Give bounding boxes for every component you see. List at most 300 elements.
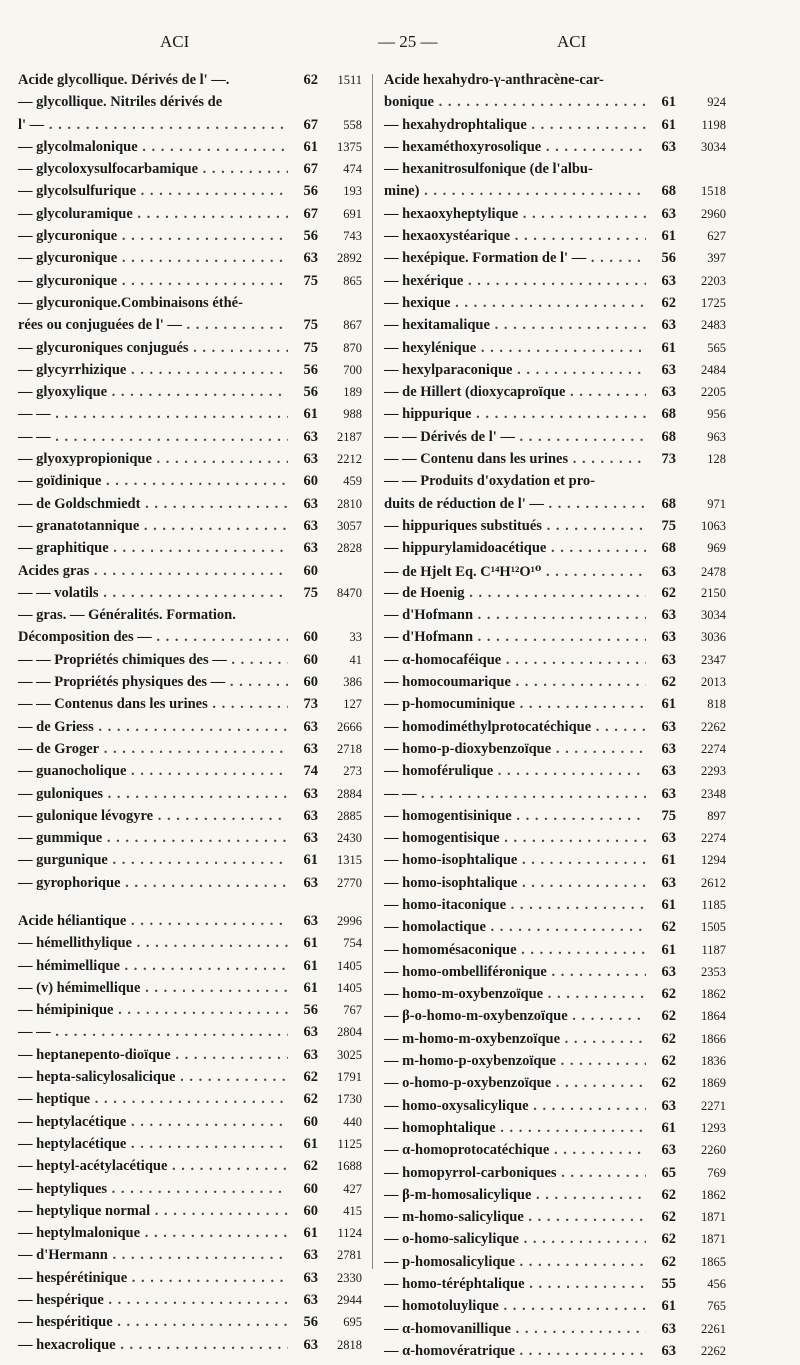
entry-page: 1791 bbox=[337, 1070, 362, 1085]
entry-page: 765 bbox=[707, 1299, 726, 1314]
entry-page: 691 bbox=[343, 206, 362, 221]
entry-term: — glycollique. Nitriles dérivés de bbox=[18, 94, 223, 111]
index-entry bbox=[18, 451, 362, 473]
entry-term: — homo-isophtalique . . . bbox=[384, 852, 646, 869]
index-entry bbox=[384, 94, 726, 116]
index-entry bbox=[384, 897, 726, 919]
index-entry bbox=[18, 741, 362, 763]
entry-term: — goïdinique . . . bbox=[18, 473, 288, 490]
entry-page: 1375 bbox=[337, 139, 362, 154]
entry-page: 627 bbox=[707, 229, 726, 244]
entry-volume: 63 bbox=[303, 250, 318, 267]
entry-volume: 63 bbox=[661, 607, 676, 624]
entry-page: 2348 bbox=[701, 786, 726, 801]
entry-term: — gummique . . . bbox=[18, 830, 288, 847]
entry-term: Acides gras . . . bbox=[18, 563, 288, 580]
index-entry bbox=[18, 94, 362, 116]
index-entry bbox=[18, 629, 362, 651]
entry-page: 1185 bbox=[701, 897, 726, 912]
entry-page: 3057 bbox=[337, 518, 362, 533]
entry-volume: 56 bbox=[303, 183, 318, 200]
entry-term: — hexylparaconique . . . bbox=[384, 362, 646, 379]
entry-volume: 56 bbox=[303, 228, 318, 245]
index-entry bbox=[384, 919, 726, 941]
entry-page: 2261 bbox=[701, 1321, 726, 1336]
index-entry bbox=[18, 496, 362, 518]
entry-term: — glycolmalonique . . . bbox=[18, 139, 288, 156]
index-entry bbox=[18, 674, 362, 696]
entry-page: 956 bbox=[707, 407, 726, 422]
index-entry bbox=[18, 830, 362, 852]
index-entry bbox=[384, 1008, 726, 1030]
entry-page: 988 bbox=[343, 407, 362, 422]
index-entry bbox=[18, 139, 362, 161]
entry-volume: 63 bbox=[661, 272, 676, 289]
index-entry bbox=[18, 1069, 362, 1091]
entry-volume: 68 bbox=[661, 540, 676, 557]
entry-term: — de Hjelt Eq. C¹⁴H¹²O¹⁰ . . . bbox=[384, 563, 646, 581]
entry-page: 2013 bbox=[701, 675, 726, 690]
entry-term: l' — . . . bbox=[18, 117, 288, 134]
entry-term: — — . . . bbox=[18, 429, 288, 446]
entry-volume: 62 bbox=[303, 1091, 318, 1108]
entry-page: 870 bbox=[343, 340, 362, 355]
entry-volume: 63 bbox=[661, 651, 676, 668]
entry-page: 2150 bbox=[701, 585, 726, 600]
entry-page: 1871 bbox=[701, 1210, 726, 1225]
entry-volume: 61 bbox=[303, 852, 318, 869]
entry-page: 1866 bbox=[701, 1031, 726, 1046]
entry-term: — β-m-homosalicylique . . . bbox=[384, 1187, 646, 1204]
index-entry bbox=[18, 406, 362, 428]
entry-page: 1865 bbox=[701, 1254, 726, 1269]
entry-term: — homogentisique . . . bbox=[384, 830, 646, 847]
entry-page: 1187 bbox=[701, 942, 726, 957]
index-entry bbox=[384, 696, 726, 718]
entry-volume: 60 bbox=[303, 1113, 318, 1130]
entry-page: 3034 bbox=[701, 139, 726, 154]
index-entry bbox=[384, 362, 726, 384]
entry-term: — hippurylamidoacétique . . . bbox=[384, 540, 646, 557]
entry-term: — hexitamalique . . . bbox=[384, 317, 646, 334]
index-entry bbox=[18, 1314, 362, 1336]
index-entry bbox=[384, 72, 726, 94]
entry-page: 2781 bbox=[337, 1248, 362, 1263]
entry-volume: 63 bbox=[303, 912, 318, 929]
entry-page: 924 bbox=[707, 95, 726, 110]
index-entry bbox=[18, 563, 362, 585]
entry-page: 1063 bbox=[701, 518, 726, 533]
entry-term: — — Propriétés chimiques des — . . . bbox=[18, 652, 288, 669]
index-entry bbox=[384, 942, 726, 964]
index-entry bbox=[384, 317, 726, 339]
entry-page: 1125 bbox=[337, 1136, 362, 1151]
entry-volume: 61 bbox=[661, 1119, 676, 1136]
entry-term: — hexylénique . . . bbox=[384, 340, 646, 357]
entry-term: — — volatils . . . bbox=[18, 585, 288, 602]
entry-volume: 63 bbox=[303, 785, 318, 802]
index-entry bbox=[384, 1165, 726, 1187]
index-entry bbox=[384, 496, 726, 518]
entry-volume: 63 bbox=[303, 540, 318, 557]
entry-term: — homoférulique . . . bbox=[384, 763, 646, 780]
entry-page: 2885 bbox=[337, 808, 362, 823]
index-entry bbox=[18, 1047, 362, 1069]
entry-term: — homo-isophtalique . . . bbox=[384, 875, 646, 892]
entry-volume: 63 bbox=[303, 830, 318, 847]
entry-volume: 61 bbox=[303, 979, 318, 996]
entry-volume: 63 bbox=[661, 785, 676, 802]
index-entry bbox=[384, 250, 726, 272]
entry-page: 33 bbox=[349, 630, 362, 645]
entry-volume: 75 bbox=[661, 807, 676, 824]
entry-page: 2478 bbox=[701, 564, 726, 579]
entry-volume: 75 bbox=[303, 272, 318, 289]
header-left: ACI bbox=[160, 32, 190, 51]
entry-page: 2483 bbox=[701, 318, 726, 333]
entry-volume: 68 bbox=[661, 183, 676, 200]
entry-term: — p-homocuminique . . . bbox=[384, 696, 646, 713]
entry-volume: 62 bbox=[661, 1209, 676, 1226]
index-entry bbox=[384, 830, 726, 852]
entry-volume: 73 bbox=[661, 451, 676, 468]
entry-term: — homopyrrol-carboniques . . . bbox=[384, 1165, 646, 1182]
entry-page: 865 bbox=[343, 273, 362, 288]
entry-page: 558 bbox=[343, 117, 362, 132]
entry-volume: 61 bbox=[303, 138, 318, 155]
entry-volume: 60 bbox=[303, 1202, 318, 1219]
entry-term: — hippurique . . . bbox=[384, 406, 646, 423]
entry-term: — glycolsulfurique . . . bbox=[18, 183, 288, 200]
entry-term: — p-homosalicylique . . . bbox=[384, 1254, 646, 1271]
entry-page: 2430 bbox=[337, 831, 362, 846]
entry-volume: 62 bbox=[661, 294, 676, 311]
entry-volume: 56 bbox=[303, 1002, 318, 1019]
entry-term: bonique . . . bbox=[384, 94, 646, 111]
entry-volume: 62 bbox=[661, 1053, 676, 1070]
index-entry bbox=[384, 183, 726, 205]
entry-term: — — Propriétés physiques des — . . . bbox=[18, 674, 288, 691]
entry-term: — heptylacétique . . . bbox=[18, 1114, 288, 1131]
entry-term: — glycoloxysulfocarbamique . . . bbox=[18, 161, 288, 178]
entry-volume: 60 bbox=[303, 629, 318, 646]
entry-term: — glycuronique . . . bbox=[18, 228, 288, 245]
entry-page: 2884 bbox=[337, 786, 362, 801]
index-entry bbox=[384, 384, 726, 406]
entry-volume: 55 bbox=[661, 1276, 676, 1293]
entry-volume: 56 bbox=[303, 1314, 318, 1331]
index-entry bbox=[18, 1225, 362, 1247]
entry-volume: 63 bbox=[303, 1336, 318, 1353]
entry-page: 969 bbox=[707, 541, 726, 556]
entry-page: 1405 bbox=[337, 980, 362, 995]
column-divider bbox=[372, 74, 373, 1269]
entry-page: 2996 bbox=[337, 913, 362, 928]
entry-page: 1688 bbox=[337, 1159, 362, 1174]
entry-volume: 62 bbox=[303, 1158, 318, 1175]
entry-volume: 75 bbox=[303, 317, 318, 334]
index-entry bbox=[18, 913, 362, 935]
entry-page: 1862 bbox=[701, 987, 726, 1002]
entry-term: — hespérétinique . . . bbox=[18, 1270, 288, 1287]
index-entry bbox=[384, 1321, 726, 1343]
entry-term: — homo-itaconique . . . bbox=[384, 897, 646, 914]
entry-page: 1293 bbox=[701, 1120, 726, 1135]
entry-volume: 56 bbox=[303, 361, 318, 378]
entry-volume: 63 bbox=[661, 1142, 676, 1159]
entry-term: Acide héliantique . . . bbox=[18, 913, 288, 930]
index-entry bbox=[18, 273, 362, 295]
entry-term: — gulonique lévogyre . . . bbox=[18, 808, 288, 825]
entry-volume: 63 bbox=[303, 718, 318, 735]
entry-page: 2205 bbox=[701, 385, 726, 400]
index-entry bbox=[384, 1254, 726, 1276]
entry-page: 415 bbox=[343, 1203, 362, 1218]
entry-volume: 67 bbox=[303, 116, 318, 133]
page-number: — 25 — bbox=[378, 32, 438, 51]
entry-page: 2960 bbox=[701, 206, 726, 221]
index-entry bbox=[384, 117, 726, 139]
index-entry bbox=[384, 1142, 726, 1164]
entry-term: — heptyl-acétylacétique . . . bbox=[18, 1158, 288, 1175]
index-entry bbox=[18, 585, 362, 607]
entry-page: 440 bbox=[343, 1114, 362, 1129]
entry-term: — glycyrrhizique . . . bbox=[18, 362, 288, 379]
index-entry bbox=[18, 607, 362, 629]
entry-volume: 62 bbox=[661, 986, 676, 1003]
entry-volume: 62 bbox=[661, 584, 676, 601]
entry-term: — — Contenus dans les urines . . . bbox=[18, 696, 288, 713]
entry-term: duits de réduction de l' — . . . bbox=[384, 496, 646, 513]
entry-volume: 63 bbox=[303, 874, 318, 891]
entry-term: — glycuronique . . . bbox=[18, 273, 288, 290]
entry-term: — o-homo-p-oxybenzoïque . . . bbox=[384, 1075, 646, 1092]
entry-volume: 61 bbox=[661, 94, 676, 111]
entry-page: 3034 bbox=[701, 608, 726, 623]
index-entry bbox=[384, 1343, 726, 1365]
index-entry bbox=[18, 228, 362, 250]
index-entry bbox=[18, 852, 362, 874]
entry-term: — d'Hofmann . . . bbox=[384, 629, 646, 646]
entry-term: — glycuroniques conjugués . . . bbox=[18, 340, 288, 357]
index-entry bbox=[18, 161, 362, 183]
entry-term: — α-homovératrique . . . bbox=[384, 1343, 646, 1360]
entry-volume: 63 bbox=[661, 763, 676, 780]
entry-page: 2347 bbox=[701, 652, 726, 667]
entry-volume: 62 bbox=[661, 919, 676, 936]
entry-term: — de Goldschmiedt . . . bbox=[18, 496, 288, 513]
entry-page: 2293 bbox=[701, 764, 726, 779]
entry-term: — de Hoenig . . . bbox=[384, 585, 646, 602]
entry-volume: 67 bbox=[303, 205, 318, 222]
entry-volume: 63 bbox=[303, 1024, 318, 1041]
entry-volume: 61 bbox=[661, 116, 676, 133]
index-entry bbox=[384, 875, 726, 897]
index-entry bbox=[384, 228, 726, 250]
entry-term: — d'Hofmann . . . bbox=[384, 607, 646, 624]
entry-page: 818 bbox=[707, 697, 726, 712]
index-entry bbox=[18, 340, 362, 362]
entry-term: — heptyliques . . . bbox=[18, 1181, 288, 1198]
entry-page: 1294 bbox=[701, 853, 726, 868]
entry-term: — α-homocaféique . . . bbox=[384, 652, 646, 669]
entry-page: 1511 bbox=[337, 73, 362, 87]
entry-volume: 63 bbox=[303, 1247, 318, 1264]
index-entry bbox=[18, 1203, 362, 1225]
entry-term: — glycuronique.Combinaisons éthé- bbox=[18, 294, 243, 311]
index-entry bbox=[384, 786, 726, 808]
entry-volume: 63 bbox=[303, 517, 318, 534]
entry-page: 2612 bbox=[701, 875, 726, 890]
entry-volume: 61 bbox=[303, 957, 318, 974]
index-entry bbox=[384, 406, 726, 428]
entry-term: — d'Hermann . . . bbox=[18, 1247, 288, 1264]
entry-page: 2944 bbox=[337, 1293, 362, 1308]
entry-term: — hexaméthoxyrosolique . . . bbox=[384, 139, 646, 156]
entry-term: — hémimellique . . . bbox=[18, 958, 288, 975]
entry-page: 2260 bbox=[701, 1143, 726, 1158]
index-entry bbox=[18, 958, 362, 980]
index-entry bbox=[18, 875, 362, 897]
entry-page: 2718 bbox=[337, 741, 362, 756]
index-entry bbox=[384, 763, 726, 785]
entry-volume: 63 bbox=[661, 361, 676, 378]
entry-page: 41 bbox=[349, 652, 362, 667]
entry-term: mine) . . . bbox=[384, 183, 646, 200]
entry-term: — homo-oxysalicylique . . . bbox=[384, 1098, 646, 1115]
index-entry bbox=[384, 629, 726, 651]
entry-term: — heptylmalonique . . . bbox=[18, 1225, 288, 1242]
entry-page: 2262 bbox=[701, 719, 726, 734]
entry-term: — homolactique . . . bbox=[384, 919, 646, 936]
entry-page: 2770 bbox=[337, 875, 362, 890]
entry-term: — hexahydrophtalique . . . bbox=[384, 117, 646, 134]
entry-page: 189 bbox=[343, 385, 362, 400]
index-entry bbox=[384, 674, 726, 696]
entry-page: 1315 bbox=[337, 853, 362, 868]
entry-term: — gyrophorique . . . bbox=[18, 875, 288, 892]
entry-volume: 63 bbox=[661, 317, 676, 334]
entry-term: — glycoluramique . . . bbox=[18, 206, 288, 223]
entry-page: 963 bbox=[707, 429, 726, 444]
index-entry bbox=[18, 1136, 362, 1158]
entry-volume: 56 bbox=[303, 384, 318, 401]
entry-term: — graphitique . . . bbox=[18, 540, 288, 557]
entry-page: 2484 bbox=[701, 362, 726, 377]
entry-term: — hespéritique . . . bbox=[18, 1314, 288, 1331]
index-entry bbox=[384, 1120, 726, 1142]
index-entry bbox=[18, 763, 362, 785]
entry-volume: 61 bbox=[661, 852, 676, 869]
entry-term: — homo-téréphtalique . . . bbox=[384, 1276, 646, 1293]
entry-volume: 65 bbox=[661, 1164, 676, 1181]
entry-volume: 61 bbox=[661, 228, 676, 245]
entry-volume: 62 bbox=[303, 72, 318, 88]
entry-page: 459 bbox=[343, 474, 362, 489]
entry-volume: 61 bbox=[661, 339, 676, 356]
index-entry bbox=[18, 935, 362, 957]
index-entry bbox=[18, 250, 362, 272]
entry-page: 971 bbox=[707, 496, 726, 511]
entry-volume: 73 bbox=[303, 696, 318, 713]
index-entry bbox=[384, 986, 726, 1008]
index-entry bbox=[18, 317, 362, 339]
index-entry bbox=[384, 1031, 726, 1053]
entry-term: — homomésaconique . . . bbox=[384, 942, 646, 959]
entry-term: — — Contenu dans les urines . . . bbox=[384, 451, 646, 468]
entry-term: — glyoxypropionique . . . bbox=[18, 451, 288, 468]
entry-page: 2262 bbox=[701, 1343, 726, 1358]
entry-volume: 68 bbox=[661, 406, 676, 423]
entry-term: — gras. — Généralités. Formation. bbox=[18, 607, 236, 624]
entry-page: 3025 bbox=[337, 1047, 362, 1062]
entry-volume: 63 bbox=[661, 384, 676, 401]
entry-page: 2666 bbox=[337, 719, 362, 734]
entry-page: 127 bbox=[343, 697, 362, 712]
entry-page: 2271 bbox=[701, 1098, 726, 1113]
entry-volume: 63 bbox=[661, 629, 676, 646]
section-gap bbox=[18, 897, 362, 913]
header-right: ACI bbox=[557, 32, 587, 51]
entry-term: — α-homoprotocatéchique . . . bbox=[384, 1142, 646, 1159]
entry-page: 2212 bbox=[337, 452, 362, 467]
entry-term: — guanocholique . . . bbox=[18, 763, 288, 780]
entry-term: — homodiméthylprotocatéchique . . . bbox=[384, 719, 646, 736]
entry-term: — hexérique . . . bbox=[384, 273, 646, 290]
entry-volume: 61 bbox=[661, 896, 676, 913]
entry-volume: 63 bbox=[661, 1342, 676, 1359]
entry-term: — hippuriques substitués . . . bbox=[384, 518, 646, 535]
entry-term: — homocoumarique . . . bbox=[384, 674, 646, 691]
index-entry bbox=[384, 719, 726, 741]
index-entry bbox=[18, 72, 362, 94]
entry-volume: 75 bbox=[303, 584, 318, 601]
index-entry bbox=[18, 206, 362, 228]
index-entry bbox=[18, 384, 362, 406]
index-entry bbox=[384, 139, 726, 161]
left-column bbox=[18, 72, 362, 1359]
entry-volume: 74 bbox=[303, 763, 318, 780]
entry-page: 1862 bbox=[701, 1187, 726, 1202]
index-entry bbox=[18, 808, 362, 830]
entry-volume: 63 bbox=[303, 451, 318, 468]
entry-term: — de Griess . . . bbox=[18, 719, 288, 736]
index-entry bbox=[384, 295, 726, 317]
index-entry bbox=[18, 1024, 362, 1046]
entry-page: 2810 bbox=[337, 496, 362, 511]
entry-volume: 63 bbox=[661, 1320, 676, 1337]
entry-volume: 63 bbox=[303, 428, 318, 445]
entry-volume: 62 bbox=[661, 1231, 676, 1248]
index-entry bbox=[18, 652, 362, 674]
index-entry bbox=[18, 1158, 362, 1180]
entry-page: 769 bbox=[707, 1165, 726, 1180]
entry-page: 3036 bbox=[701, 630, 726, 645]
entry-volume: 56 bbox=[661, 250, 676, 267]
entry-page: 1864 bbox=[701, 1009, 726, 1024]
index-entry bbox=[384, 1231, 726, 1253]
entry-term: — α-homovanillique . . . bbox=[384, 1321, 646, 1338]
entry-page: 700 bbox=[343, 362, 362, 377]
entry-volume: 60 bbox=[303, 1180, 318, 1197]
index-entry bbox=[18, 1270, 362, 1292]
entry-term: — — . . . bbox=[18, 406, 288, 423]
entry-volume: 63 bbox=[661, 563, 676, 580]
index-entry bbox=[18, 518, 362, 540]
entry-term: — (v) hémimellique . . . bbox=[18, 980, 288, 997]
entry-page: 754 bbox=[343, 936, 362, 951]
entry-term: Décomposition des — . . . bbox=[18, 629, 288, 646]
